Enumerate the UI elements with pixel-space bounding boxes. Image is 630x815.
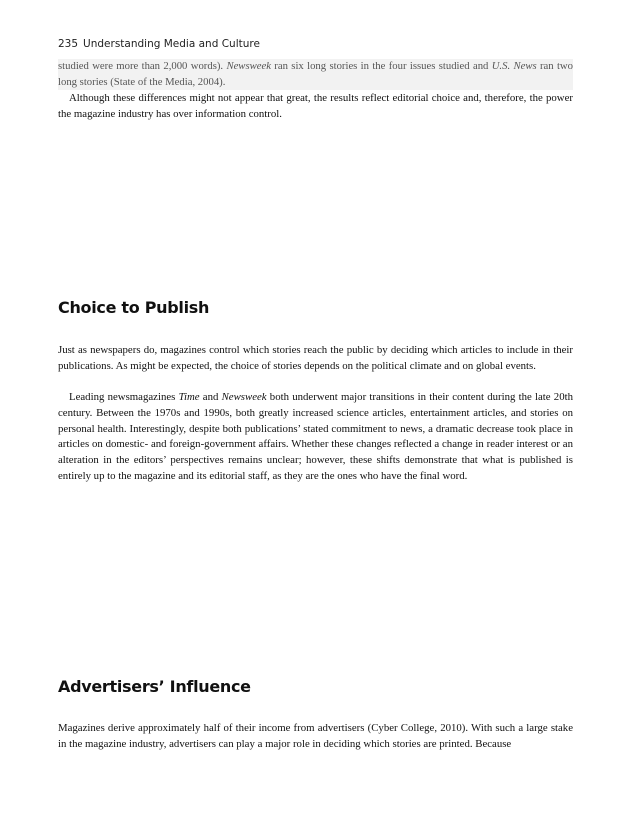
para-text: both underwent major transitions in their content during the late 20th century. Between the 1970s and 1990s, both greatly increased science articles, entertainment articles, and stories on personal health. Interestingly, despite both publications’ stated commitment to news, a dramatic decrease took place in articles on domestic- and foreign-government affairs. Whether these changes reflected a change in reader interest or an alteration in the editors’ perspectives remains unclear; however, these shifts demonstrate that what is published is entirely up to the magazine and its editorial staff, as they are the ones who have the final word. — [58, 391, 573, 482]
running-header — [58, 38, 260, 50]
section-heading-choice-to-publish: Choice to Publish — [58, 298, 210, 317]
quoted-excerpt — [58, 59, 573, 90]
page-number: 235 — [58, 38, 79, 50]
quote-text: studied were more than 2,000 words). — [58, 60, 227, 72]
quote-italic-usnews: U.S. News — [491, 60, 537, 72]
italic-time: Time — [178, 391, 200, 403]
para-text: and — [199, 391, 222, 403]
quote-text: ran six long stories in the four issues studied and — [270, 60, 492, 72]
intro-paragraph: Although these differences might not appear that great, the results reflect editorial choice and, therefore, the power the magazine industry has over information control. — [58, 92, 573, 120]
italic-newsweek: Newsweek — [221, 391, 267, 403]
quote-italic-newsweek: Newsweek — [226, 60, 271, 72]
para-text: Leading newsmagazines — [69, 391, 179, 403]
section-heading-advertisers-influence: Advertisers’ Influence — [58, 677, 251, 696]
section1-paragraph-1: Just as newspapers do, magazines control which stories reach the public by deciding which articles to include in their publications. As might be expected, the choice of stories depends on the political climate and on global events. — [58, 344, 573, 372]
section1-paragraph-2 — [58, 390, 573, 485]
section2-paragraph-1: Magazines derive approximately half of their income from advertisers (Cyber College, 2010). With such a large stake in the magazine industry, advertisers can play a major role in deciding which stories are printed. Because — [58, 722, 573, 750]
book-title: Understanding Media and Culture — [83, 38, 260, 50]
quote-text: ran two long stories (State of the Media, 2004). — [58, 60, 573, 88]
